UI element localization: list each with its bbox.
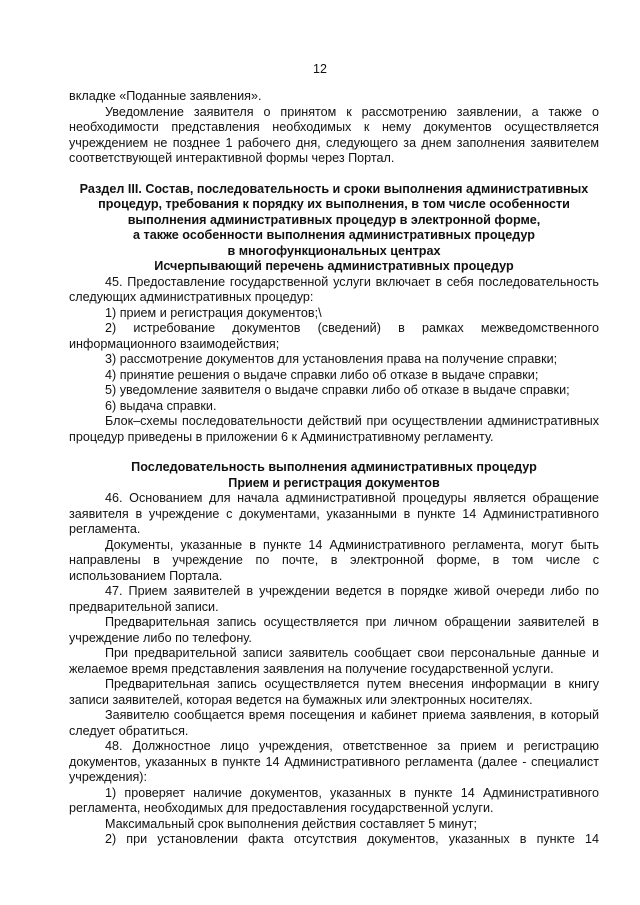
list-item: 3) рассмотрение документов для установления права на получение справки; bbox=[105, 352, 558, 366]
paragraph: Блок–схемы последовательности действий при осуществлении административных процедур приведены в приложении 6 к Административному регламенту. bbox=[69, 414, 599, 444]
list-item: 5) уведомление заявителя о выдаче справки либо об отказе в выдаче справки; bbox=[105, 383, 570, 397]
paragraph: 47. Прием заявителей в учреждении ведется в порядке живой очереди либо по предварительной записи. bbox=[69, 584, 599, 614]
document-body bbox=[69, 89, 599, 848]
paragraph: Максимальный срок выполнения действия составляет 5 минут; bbox=[105, 816, 477, 831]
paragraph: 2) при установлении факта отсутствия документов, указанных в пункте 14 bbox=[105, 832, 599, 846]
subheading: Прием и регистрация документов bbox=[228, 475, 440, 490]
subheading: Последовательность выполнения административных процедур bbox=[131, 460, 537, 474]
list-item: 6) выдача справки. bbox=[105, 398, 217, 413]
subheading: Исчерпывающий перечень административных процедур bbox=[154, 259, 514, 273]
page-number: 12 bbox=[313, 62, 327, 76]
paragraph: вкладке «Поданные заявления». bbox=[69, 89, 262, 103]
paragraph: Предварительная запись осуществляется путем внесения информации в книгу записи заявителей, которая ведется на бумажных или электронных носителях. bbox=[69, 677, 599, 707]
paragraph: Уведомление заявителя о принятом к рассмотрению заявлении, а также о необходимости представления необходимых к нему документов осуществляется учреждением не позднее 1 рабочего дня, следующего за днем заполнения заявителем соответствующей интерактивной формы через Портал. bbox=[69, 104, 599, 165]
list-intro: 45. Предоставление государственной услуги включает в себя последовательность следующих административных процедур: bbox=[69, 274, 599, 304]
section-heading bbox=[69, 182, 599, 260]
paragraph: При предварительной записи заявитель сообщает свои персональные данные и желаемое время представления заявления на получение государственной услуги. bbox=[69, 646, 599, 676]
paragraph: 48. Должностное лицо учреждения, ответственное за прием и регистрацию документов, указанных в пункте 14 Административного регламента (далее - специалист учреждения): bbox=[69, 739, 599, 784]
section-heading-line: Раздел III. Состав, последовательность и сроки выполнения административных bbox=[79, 181, 589, 196]
section-heading-line: выполнения административных процедур в электронной форме, bbox=[127, 212, 541, 227]
list-item: 4) принятие решения о выдаче справки либо об отказе в выдаче справки; bbox=[105, 367, 539, 382]
paragraph: 1) проверяет наличие документов, указанных в пункте 14 Административного регламента, необходимых для предоставления государственной услуги. bbox=[69, 785, 599, 815]
list-item: 2) истребование документов (сведений) в рамках межведомственного информационного взаимодействия; bbox=[69, 321, 599, 351]
section-heading-line: в многофункциональных центрах bbox=[227, 243, 441, 258]
section-heading-line: а также особенности выполнения административных процедур bbox=[133, 228, 535, 242]
paragraph: Заявителю сообщается время посещения и кабинет приема заявления, в который следует обратиться. bbox=[69, 708, 599, 738]
paragraph: Документы, указанные в пункте 14 Административного регламента, могут быть направлены в учреждение по почте, в электронной форме, в том числе с использованием Портала. bbox=[69, 537, 599, 583]
list-item: 1) прием и регистрация документов;\ bbox=[105, 305, 322, 320]
section-heading-line: процедур, требования к порядку их выполнения, в том числе особенности bbox=[98, 197, 570, 211]
paragraph: 46. Основанием для начала административной процедуры является обращение заявителя в учреждение с документами, указанными в пункте 14 Административного регламента. bbox=[69, 491, 599, 536]
paragraph: Предварительная запись осуществляется при личном обращении заявителей в учреждение либо по телефону. bbox=[69, 615, 599, 645]
